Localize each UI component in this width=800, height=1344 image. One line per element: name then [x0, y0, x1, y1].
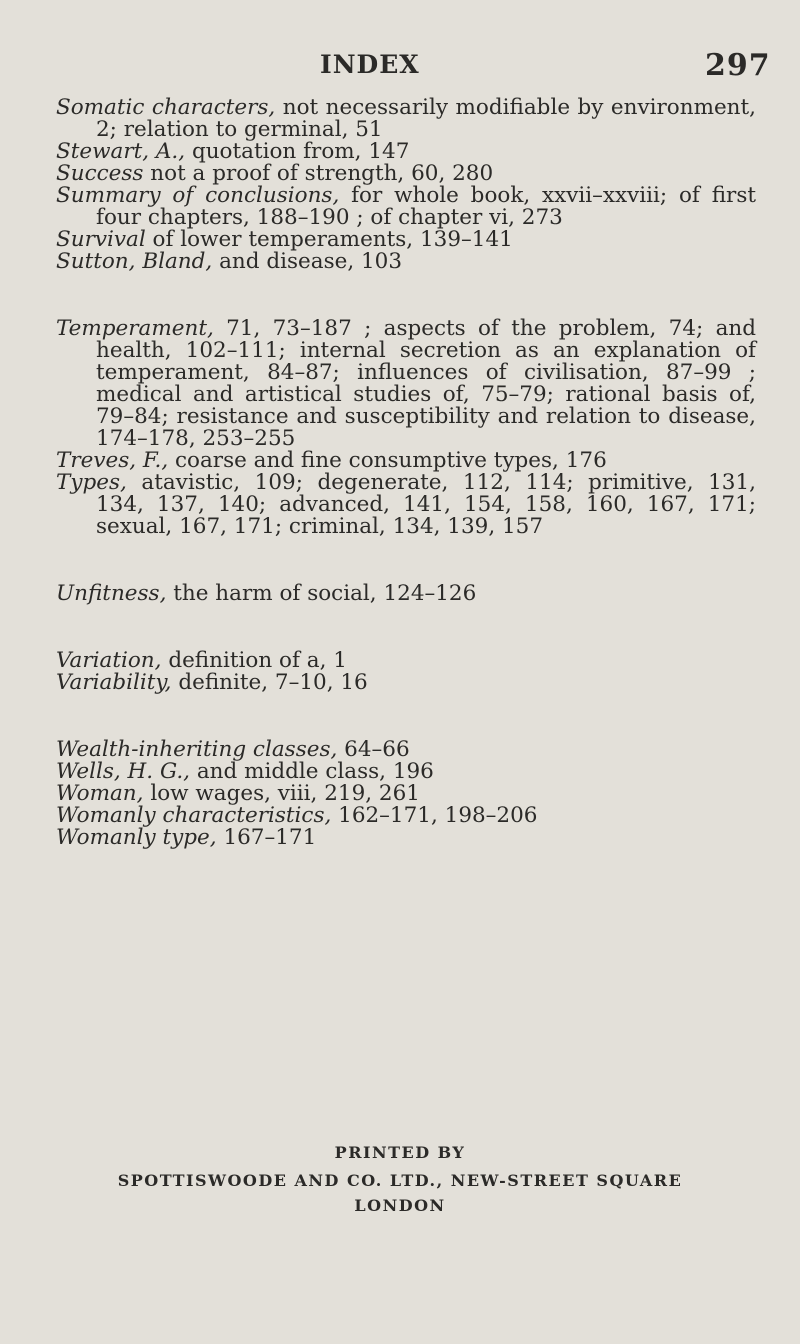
index-term: Types, — [56, 470, 127, 495]
letter-group-gap — [56, 273, 756, 318]
page-number: 297 — [705, 48, 771, 83]
index-entry — [56, 185, 756, 229]
running-title: INDEX — [320, 50, 420, 79]
index-entry — [56, 97, 756, 141]
index-entry — [56, 583, 756, 605]
index-references: and middle class, 196 — [190, 759, 434, 784]
index-term: Success — [56, 161, 144, 186]
imprint-city: LONDON — [354, 1196, 446, 1215]
index-references: atavistic, 109; degenerate, 112, 114; primitive, 131, 134, 137, 140; advanced, 141, 154, 158, 160, 167, 171; sexual, 167, 171; criminal, 134, 139, 157 — [96, 470, 756, 539]
index-term: Womanly characteristics, — [56, 803, 332, 828]
index-entry — [56, 229, 756, 251]
index-term: Unfitness, — [56, 581, 167, 606]
index-entry — [56, 450, 756, 472]
letter-group — [56, 650, 756, 694]
letter-group — [56, 583, 756, 605]
index-term: Wealth-inheriting classes, — [56, 737, 338, 762]
page-header — [0, 50, 800, 90]
index-references: and disease, 103 — [212, 249, 403, 274]
index-entry — [56, 783, 756, 805]
index-references: of lower temperaments, 139–141 — [145, 227, 513, 252]
index-entry — [56, 251, 756, 273]
imprint-printer: SPOTTISWOODE AND CO. LTD., NEW-STREET SQUARE — [117, 1171, 683, 1190]
letter-group-gap — [56, 605, 756, 650]
index-term: Summary of conclusions, — [56, 183, 340, 208]
index-references: 167–171 — [216, 825, 317, 850]
index-term: Sutton, Bland, — [56, 249, 213, 274]
index-entry — [56, 672, 756, 694]
index-references: low wages, viii, 219, 261 — [143, 781, 420, 806]
index-entry — [56, 141, 756, 163]
index-references: 162–171, 198–206 — [331, 803, 538, 828]
letter-group — [56, 739, 756, 849]
index-term: Wells, H. G., — [56, 759, 191, 784]
index-term: Womanly type, — [56, 825, 217, 850]
index-references: 64–66 — [337, 737, 410, 762]
index-references: quotation from, 147 — [185, 139, 410, 164]
letter-group-gap — [56, 538, 756, 583]
index-term: Variability, — [56, 670, 172, 695]
index-entries — [56, 97, 756, 849]
index-term: Somatic characters, — [56, 95, 276, 120]
index-term: Variation, — [56, 648, 162, 673]
index-references: not necessarily modifiable by environment, 2; relation to germinal, 51 — [96, 95, 757, 142]
index-references: definition of a, 1 — [161, 648, 347, 673]
index-entry — [56, 163, 756, 185]
imprint-printed-by: PRINTED BY — [334, 1143, 466, 1162]
index-references: the harm of social, 124–126 — [166, 581, 477, 606]
index-entry — [56, 739, 756, 761]
index-entry — [56, 318, 756, 450]
index-entry — [56, 827, 756, 849]
index-references: 71, 73–187 ; aspects of the problem, 74; and health, 102–111; internal secretion as an explanation of temperament, 84–87; influences of civilisation, 87–99 ; medical and artistical studies of, 75–79; rational basis of, 79–84; resistance and susceptibility and relation to disease, 174–178, 253–255 — [96, 316, 756, 451]
index-term: Treves, F., — [56, 448, 169, 473]
letter-group — [56, 97, 756, 273]
index-term: Survival — [56, 227, 146, 252]
index-entry — [56, 472, 756, 538]
index-entry — [56, 761, 756, 783]
index-term: Temperament, — [56, 316, 214, 341]
index-term: Stewart, A., — [56, 139, 186, 164]
index-references: for whole book, xxvii–xxviii; of first four chapters, 188–190 ; of chapter vi, 273 — [96, 183, 756, 230]
index-references: not a proof of strength, 60, 280 — [143, 161, 494, 186]
index-references: definite, 7–10, 16 — [171, 670, 368, 695]
letter-group — [56, 318, 756, 538]
index-references: coarse and fine consumptive types, 176 — [168, 448, 607, 473]
index-term: Woman, — [56, 781, 144, 806]
index-entry — [56, 805, 756, 827]
index-entry — [56, 650, 756, 672]
letter-group-gap — [56, 694, 756, 739]
